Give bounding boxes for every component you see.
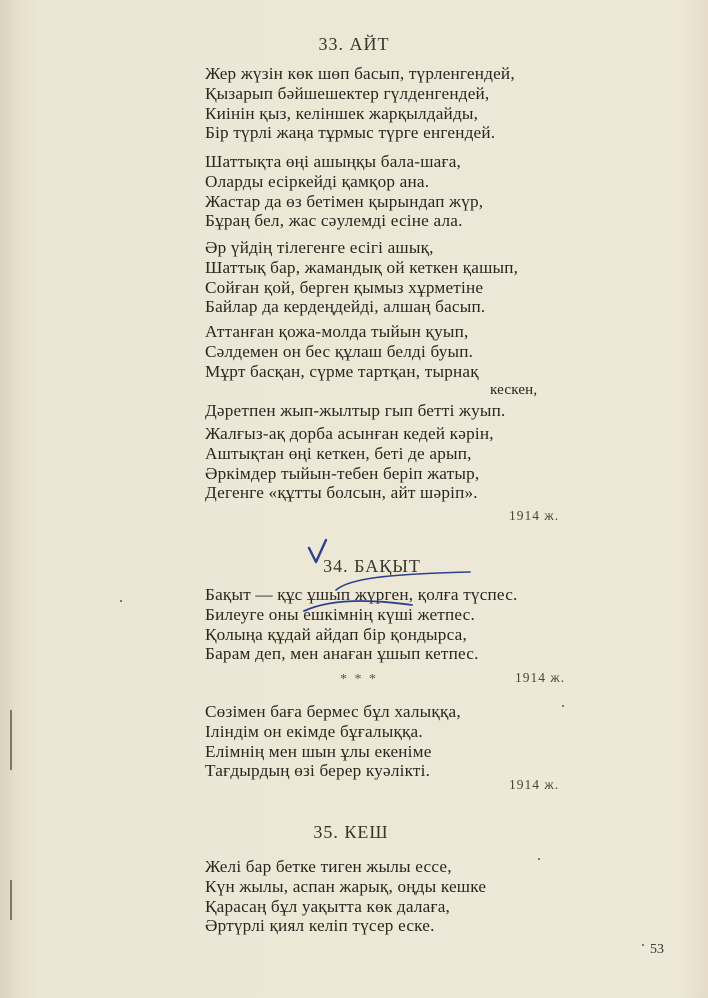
poem-33-stanza-2 [205, 152, 483, 231]
verse-line: Жер жүзін көк шөп басып, түрленгендей, [205, 64, 515, 83]
verse-line: Желі бар бетке тиген жылы ессе, [205, 857, 452, 876]
separator-asterisks: * * * [340, 672, 378, 687]
verse-line: Сойған қой, берген қымыз хұрметіне [205, 277, 484, 297]
verse-line: Әр үйдің тілегенге есігі ашық, [205, 238, 434, 257]
verse-line: Билеуге оны ешкімнің күші жетпес. [205, 604, 475, 624]
scan-edge-mark [10, 880, 12, 920]
verse-line: Жалғыз-ақ дорба асынған кедей кәрін, [205, 424, 494, 443]
poem-35-title: 35. КЕШ [313, 822, 389, 842]
verse-line: Күн жылы, аспан жарық, оңды кешке [205, 876, 487, 896]
verse-line: Киінін қыз, келіншек жарқылдайды, [205, 103, 479, 123]
poem-34-stanza-2 [205, 702, 461, 781]
verse-line: Дәретпен жып-жылтыр гып бетті жуып. [205, 401, 506, 421]
page-number: 53 [650, 942, 664, 957]
verse-line: Ілiндім он екімде бұғалыққа. [205, 721, 423, 741]
scan-edge-mark [10, 710, 12, 770]
verse-line: Мұрт басқан, сүрме тартқан, тырнақ [205, 361, 479, 381]
poem-33-stanza-5 [205, 424, 494, 503]
dust-speck [538, 858, 540, 860]
verse-line: Аштықтан өңі кеткен, беті де арып, [205, 443, 472, 463]
verse-line: Аттанған қожа-молда тыйын қуып, [205, 322, 469, 341]
verse-line: Шаттық бар, жамандық ой кеткен қашып, [205, 257, 519, 277]
poem-35-stanza-1 [205, 857, 486, 936]
poem-33-title: 33. АЙТ [318, 34, 390, 54]
verse-line: Байлар да кердеңдейді, алшаң басып. [205, 297, 486, 317]
verse-line: Әртүрлі қиял келіп түсер еске. [205, 916, 435, 936]
verse-line-continuation: кескен, [490, 382, 538, 399]
verse-line: Бұраң бел, жас сәулемді есіне ала. [205, 211, 463, 231]
poem-33-date: 1914 ж. [509, 508, 560, 523]
poem-33-stanza-3 [205, 238, 518, 317]
verse-line: Шаттықта өңі ашыңқы бала-шаға, [205, 152, 462, 171]
poem-34-date-2: 1914 ж. [509, 777, 560, 792]
poem-34-title: 34. БАҚЫТ [323, 556, 421, 576]
verse-line: Оларды есіркейді қамқор ана. [205, 171, 430, 191]
verse-line: Сөзімен баға бермес бұл халыққа, [205, 702, 461, 721]
verse-line: Тағдырдың өзі берер куәлікті. [205, 761, 431, 781]
verse-line: Сәлдемен он бес құлаш белді буып. [205, 341, 474, 361]
stanza-separator [340, 668, 380, 696]
dust-speck [562, 705, 564, 707]
dust-speck [642, 944, 644, 946]
verse-line: Дегенге «құтты болсын, айт шәріп». [205, 483, 478, 503]
pen-underline-icon [300, 595, 420, 615]
verse-line: Елімнің мен шын ұлы екеніме [205, 741, 432, 761]
dust-speck [120, 600, 122, 602]
verse-line: Қарасаң бұл уақытта көк далаға, [205, 896, 451, 916]
poem-34-date: 1914 ж. [515, 670, 566, 685]
verse-line: Жастар да өз бетімен қырындап жүр, [205, 191, 484, 211]
verse-line: Барам деп, мен анаған ұшып кетпес. [205, 644, 479, 664]
verse-line: Бақыт — құс ұшып жүрген, қолға түспес. [205, 585, 518, 604]
poem-33-stanza-1 [205, 64, 515, 143]
poem-33-stanza-4 [205, 322, 537, 421]
verse-line: Қолыңа құдай айдап бір қондырса, [205, 624, 467, 644]
verse-line: Бір түрлі жаңа тұрмыс түрге енгендей. [205, 123, 496, 143]
verse-line: Әркімдер тыйын-тебен беріп жатыр, [205, 463, 480, 483]
verse-line: Қызарып бәйшешектер гүлденгендей, [205, 83, 490, 103]
